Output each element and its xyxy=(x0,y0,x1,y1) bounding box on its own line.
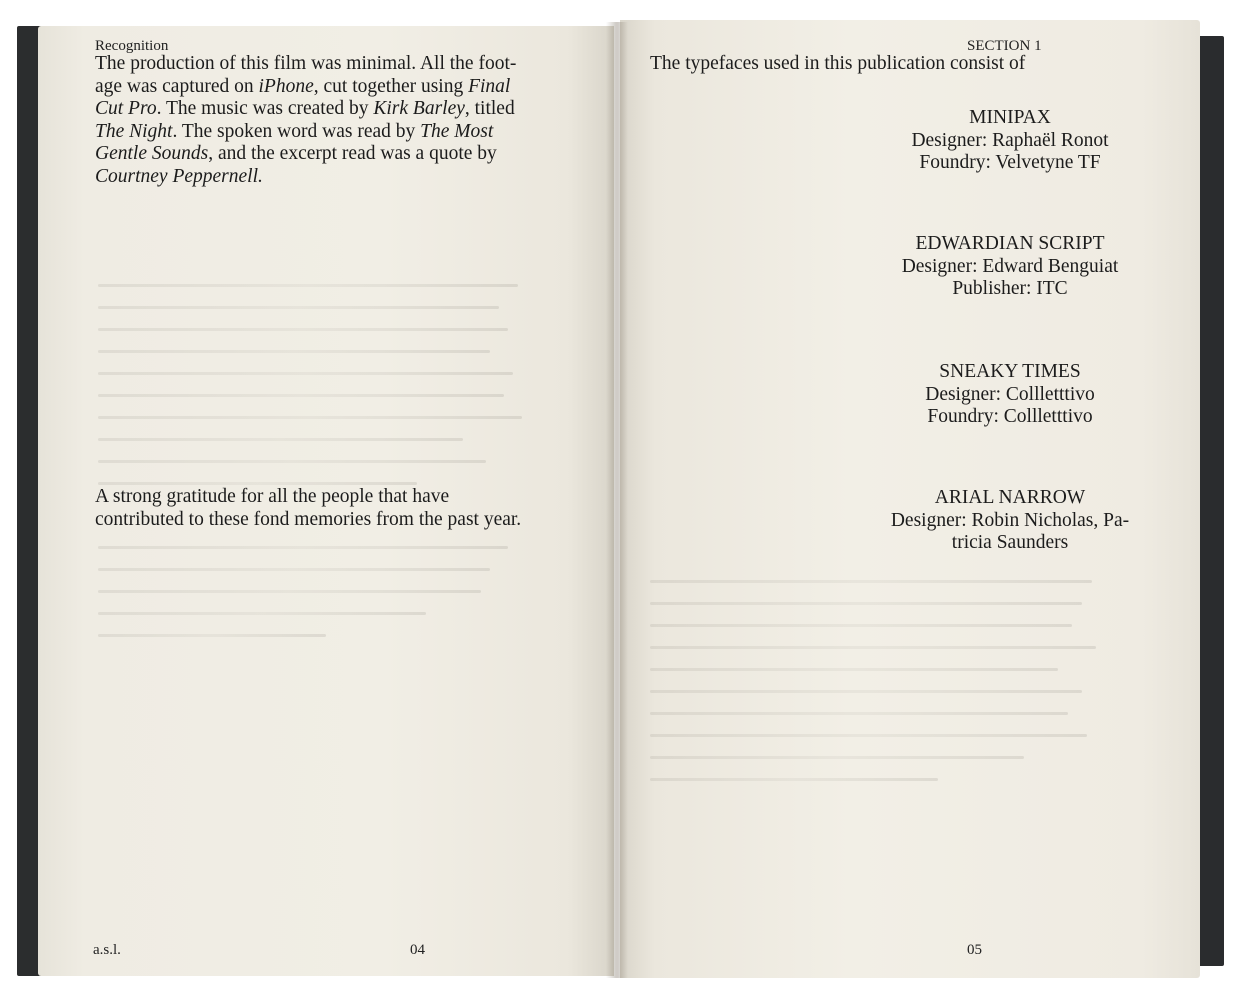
page-header-recognition: Recognition xyxy=(95,38,169,54)
typeface-block-edwardian-script xyxy=(870,233,1150,301)
film-production-paragraph: The production of this film was minimal. All the foot- age was captured on iPhone, cut together using Final Cut Pro. The music was created by Kirk Barley, titled The Night. The spoken word was read by The Most Gentle Sounds, and the excerpt read was a quote by Courtney Peppernell. xyxy=(95,53,517,187)
typeface-designer: Designer: Edward Benguiat xyxy=(901,255,1119,277)
typeface-designer: Designer: Collletttivo xyxy=(925,383,1095,405)
section-header: SECTION 1 xyxy=(967,38,1042,54)
typeface-designer: Designer: Raphaël Ronot xyxy=(911,129,1109,151)
show-through-texture-lower xyxy=(38,546,614,656)
typeface-block-sneaky-times xyxy=(880,361,1140,429)
typeface-designer: Designer: Robin Nicholas, Pa- xyxy=(890,509,1130,531)
book-gutter xyxy=(606,22,628,978)
page-number-right: 05 xyxy=(967,942,982,958)
show-through-texture-right xyxy=(620,580,1200,800)
typeface-publisher: Publisher: ITC xyxy=(952,278,1068,300)
typeface-foundry: Foundry: Collletttivo xyxy=(927,406,1093,428)
show-through-texture xyxy=(38,284,614,504)
footer-initials: a.s.l. xyxy=(93,942,121,958)
typeface-name: ARIAL NARROW xyxy=(934,487,1086,508)
typeface-foundry: Foundry: Velvetyne TF xyxy=(919,152,1101,174)
typeface-block-arial-narrow xyxy=(870,487,1150,555)
typeface-name: MINIPAX xyxy=(969,107,1051,128)
typefaces-intro: The typefaces used in this publication consist of xyxy=(650,53,1026,74)
typeface-designer-cont: tricia Saunders xyxy=(951,532,1069,554)
gratitude-paragraph: A strong gratitude for all the people that have contributed to these fond memories from the past year. xyxy=(95,486,522,530)
page-number-left: 04 xyxy=(410,942,425,958)
typeface-block-minipax xyxy=(880,107,1140,175)
typeface-name: SNEAKY TIMES xyxy=(939,361,1081,382)
typeface-name: EDWARDIAN SCRIPT xyxy=(915,233,1105,254)
